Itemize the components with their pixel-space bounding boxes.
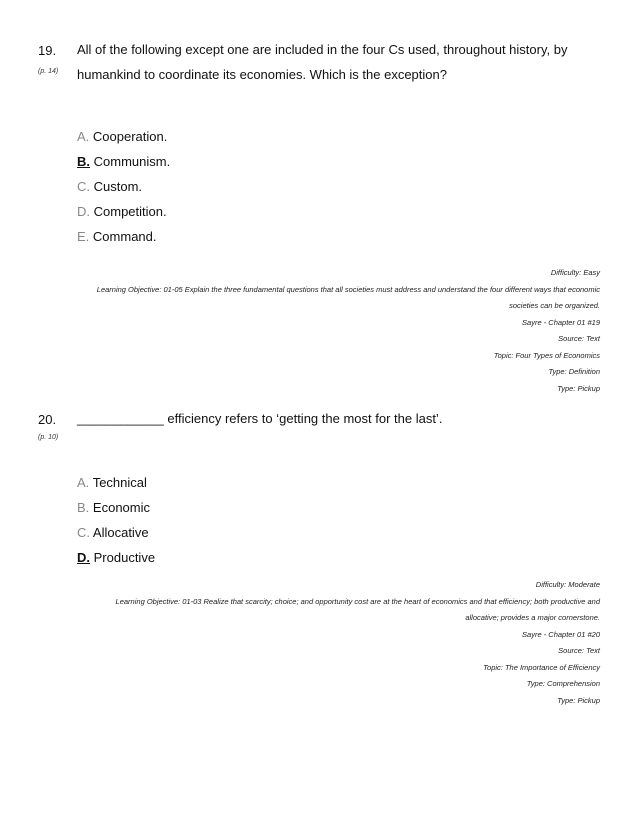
- question-stem-line: humankind to coordinate its economies. Which is the exception?: [77, 67, 447, 82]
- option-text: Productive: [93, 550, 156, 565]
- option-letter: D.: [77, 550, 90, 565]
- answer-option-e: [77, 229, 157, 244]
- answer-option-c: [77, 525, 149, 540]
- option-letter: C.: [77, 179, 90, 194]
- page-reference: (p. 14): [38, 68, 59, 75]
- answer-option-d: [77, 550, 155, 565]
- question-stem-line: ____________ efficiency refers to ‘getting the most for the last’.: [77, 411, 443, 426]
- chapter-reference: Sayre - Chapter 01 #19: [522, 317, 600, 327]
- option-letter: D.: [77, 204, 90, 219]
- difficulty-label: Difficulty: Easy: [550, 268, 600, 277]
- option-letter: B.: [77, 500, 90, 515]
- topic-label: Topic: Four Types of Economics: [493, 350, 600, 360]
- answer-option-a: [77, 129, 167, 144]
- question-metadata: [15, 265, 600, 397]
- answer-option-b: [77, 500, 150, 515]
- option-text: Economic: [92, 500, 150, 515]
- option-text: Competition.: [93, 204, 167, 219]
- question-metadata: [15, 577, 600, 709]
- page-reference: (p. 10): [38, 434, 59, 441]
- source-label: Source: Text: [558, 646, 600, 655]
- option-text: Technical: [92, 475, 147, 490]
- learning-objective: Learning Objective: 01-03 Realize that scarcity; choice; and opportunity cost are at the heart of economics and that efficiency; both productive and: [115, 596, 600, 606]
- question-number: 19.: [38, 43, 57, 58]
- question-stem: [77, 406, 577, 431]
- option-text: Custom.: [93, 179, 143, 194]
- type-label: Type: Comprehension: [526, 679, 600, 688]
- source-label: Source: Text: [558, 334, 600, 343]
- option-letter: B.: [77, 154, 90, 169]
- question-stem-line: All of the following except one are included in the four Cs used, throughout history, by: [77, 42, 568, 57]
- option-text: Command.: [92, 229, 157, 244]
- learning-objective: Learning Objective: 01-05 Explain the three fundamental questions that all societies must address and understand the four different ways that economic: [96, 284, 600, 294]
- option-text: Communism.: [93, 154, 171, 169]
- chapter-reference: Sayre - Chapter 01 #20: [522, 629, 600, 639]
- option-text: Cooperation.: [92, 129, 168, 144]
- answer-option-a: [77, 475, 147, 490]
- question-number: 20.: [38, 412, 57, 427]
- option-letter: C.: [77, 525, 90, 540]
- topic-label: Topic: The Importance of Efficiency: [483, 662, 600, 672]
- difficulty-label: Difficulty: Moderate: [535, 580, 600, 589]
- option-letter: A.: [77, 129, 90, 144]
- answer-option-b: [77, 154, 170, 169]
- option-letter: A.: [77, 475, 90, 490]
- type-label: Type: Pickup: [557, 383, 600, 393]
- option-text: Allocative: [92, 525, 149, 540]
- option-letter: E.: [77, 229, 90, 244]
- answer-option-d: [77, 204, 167, 219]
- learning-objective-cont: allocative; provides a major cornerstone.: [465, 613, 600, 622]
- learning-objective-cont: societies can be organized.: [509, 301, 600, 310]
- question-stem: [77, 37, 577, 87]
- type-label: Type: Definition: [548, 367, 600, 376]
- type-label: Type: Pickup: [557, 695, 600, 705]
- answer-option-c: [77, 179, 142, 194]
